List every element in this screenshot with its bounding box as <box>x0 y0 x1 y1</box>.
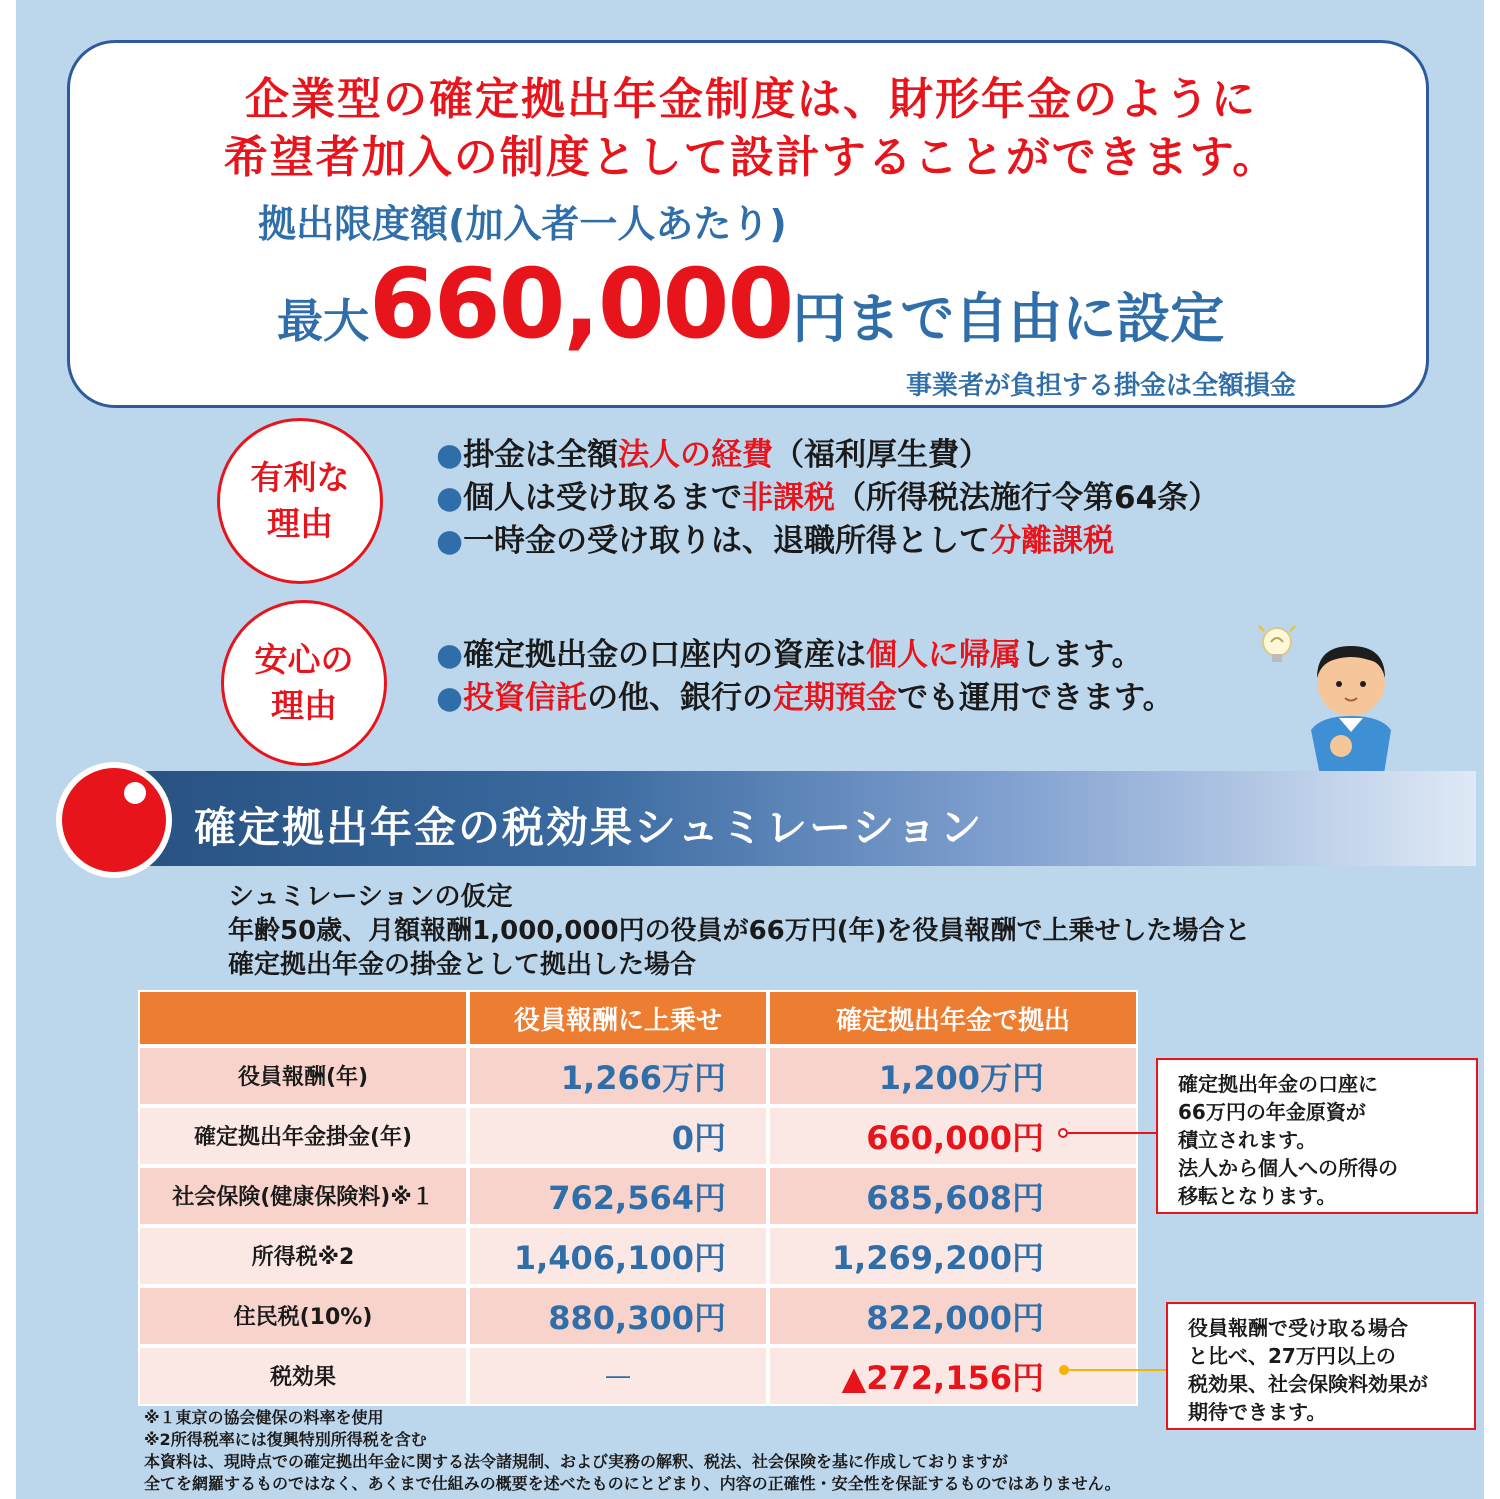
deductible-note: 事業者が負担する掛金は全額損金 <box>905 371 1296 401</box>
advantage-bullet: ●一時金の受け取りは、退職所得として分離課税 <box>436 523 1115 559</box>
advantage-bullets <box>436 434 1219 563</box>
advantage-circle-line1: 有利な <box>250 458 350 497</box>
hero-title-line1: 企業型の確定拠出年金制度は、財形年金のように <box>245 74 1257 125</box>
blue-dot-icon: ● <box>436 480 464 516</box>
table-row <box>138 1166 1138 1226</box>
safety-bullets <box>436 634 1174 720</box>
row-label: 税効果 <box>138 1346 468 1406</box>
table-row <box>138 1286 1138 1346</box>
advantage-circle <box>217 418 383 584</box>
hero-title-line2: 希望者加入の制度として設計することができます。 <box>223 132 1279 183</box>
assumption-heading: シュミレーションの仮定 <box>228 882 513 912</box>
callout-effect: 役員報酬で受け取る場合 と比べ、27万円以上の 税効果、社会保険料効果が 期待できます。 <box>1166 1302 1476 1430</box>
safety-bullet: ●投資信託の他、銀行の定期預金でも運用できます。 <box>436 680 1174 716</box>
hero-box <box>67 40 1429 408</box>
page <box>16 0 1484 1499</box>
person-idea-illustration <box>1251 620 1411 780</box>
disclaimer: 全てを網羅するものではなく、あくまで仕組みの概要を述べたものにとどまり、内容の正確性・安全性を保証するものではありません。 <box>144 1474 1121 1493</box>
table-header-dc: 確定拠出年金で拠出 <box>768 990 1138 1046</box>
contribution-limit-label: 拠出限度額(加入者一人あたり) <box>258 202 787 246</box>
dc-value: 685,608円 <box>768 1166 1138 1226</box>
salary-value: 0円 <box>468 1106 768 1166</box>
disclaimer: 本資料は、現時点での確定拠出年金に関する法令諸規制、および実務の解釈、税法、社会保険を基に作成しておりますが <box>144 1452 1009 1471</box>
simulation-table <box>138 990 1138 1406</box>
safety-circle-line2: 理由 <box>271 686 337 725</box>
connector-line <box>1069 1369 1166 1371</box>
table-row <box>138 1346 1138 1406</box>
salary-value: 1,266万円 <box>468 1046 768 1106</box>
table-header-row <box>138 990 1138 1046</box>
callout-transfer: 確定拠出年金の口座に 66万円の年金原資が 積立されます。 法人から個人への所得の 移転となります。 <box>1156 1058 1478 1214</box>
dc-value: ▲272,156円 <box>768 1346 1138 1406</box>
advantage-bullet: ●個人は受け取るまで非課税（所得税法施行令第64条） <box>436 480 1220 516</box>
red-ball-icon <box>56 762 172 878</box>
simulation-assumptions <box>228 880 1251 982</box>
table-header-salary: 役員報酬に上乗せ <box>468 990 768 1046</box>
safety-bullet: ●確定拠出金の口座内の資産は個人に帰属します。 <box>436 637 1143 673</box>
section-title: 確定拠出年金の税効果シュミレーション <box>194 803 984 852</box>
contribution-limit-amount <box>277 248 1224 360</box>
footnote: ※2所得税率には復興特別所得税を含む <box>144 1430 427 1449</box>
assumption-line: 確定拠出年金の掛金として拠出した場合 <box>228 950 697 980</box>
safety-circle <box>221 600 387 766</box>
blue-dot-icon: ● <box>436 437 464 473</box>
table-row <box>138 1046 1138 1106</box>
dc-value: 660,000円 <box>768 1106 1138 1166</box>
row-label: 住民税(10%) <box>138 1286 468 1346</box>
amount-value: 660,000 <box>369 248 793 360</box>
footnotes <box>144 1407 1121 1495</box>
footnote: ※１東京の協会健保の料率を使用 <box>144 1408 384 1427</box>
salary-value: 762,564円 <box>468 1166 768 1226</box>
safety-circle-line1: 安心の <box>254 640 354 679</box>
connector-pin <box>1058 1128 1068 1138</box>
connector-pin <box>1059 1365 1069 1375</box>
table-row <box>138 1226 1138 1286</box>
dc-value: 822,000円 <box>768 1286 1138 1346</box>
salary-value: 880,300円 <box>468 1286 768 1346</box>
blue-dot-icon: ● <box>436 637 464 673</box>
blue-dot-icon: ● <box>436 523 464 559</box>
row-label: 社会保険(健康保険料)※１ <box>138 1166 468 1226</box>
table-row <box>138 1106 1138 1166</box>
amount-prefix: 最大 <box>277 294 369 348</box>
row-label: 所得税※2 <box>138 1226 468 1286</box>
dc-value: 1,200万円 <box>768 1046 1138 1106</box>
dc-value: 1,269,200円 <box>768 1226 1138 1286</box>
blue-dot-icon: ● <box>436 680 464 716</box>
row-label: 確定拠出年金掛金(年) <box>138 1106 468 1166</box>
row-label: 役員報酬(年) <box>138 1046 468 1106</box>
assumption-line: 年齢50歳、月額報酬1,000,000円の役員が66万円(年)を役員報酬で上乗せした場合と <box>228 916 1251 946</box>
advantage-circle-line2: 理由 <box>267 504 333 543</box>
connector-line <box>1068 1132 1156 1134</box>
amount-suffix: 円まで自由に設定 <box>792 287 1225 350</box>
advantage-bullet: ●掛金は全額法人の経費（福利厚生費） <box>436 437 991 473</box>
salary-value: ― <box>468 1346 768 1406</box>
salary-value: 1,406,100円 <box>468 1226 768 1286</box>
table-header-blank <box>138 990 468 1046</box>
